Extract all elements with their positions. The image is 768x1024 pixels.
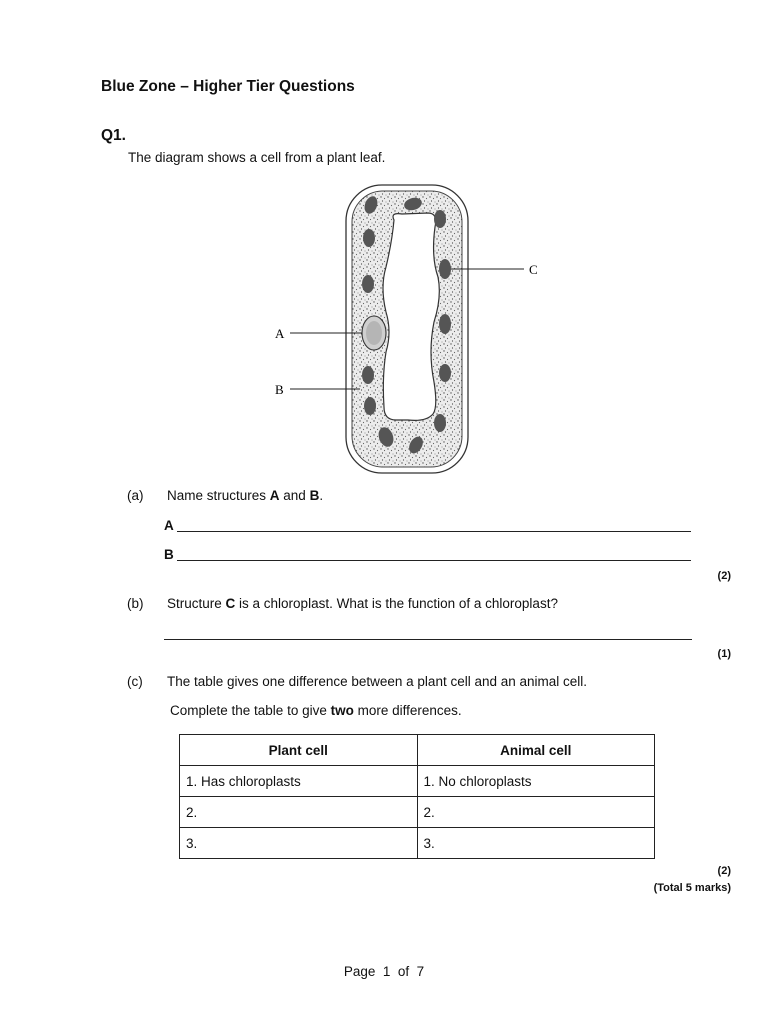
part-a-question: Name structures A and B.	[167, 488, 324, 503]
label-c: C	[529, 262, 538, 277]
table-row	[180, 828, 655, 859]
answer-label-a: A	[164, 518, 174, 533]
table-row	[180, 766, 655, 797]
table-cell[interactable]: 2.	[417, 797, 655, 828]
question-number: Q1.	[101, 127, 126, 144]
part-b-question: Structure C is a chloroplast. What is the function of a chloroplast?	[167, 596, 558, 611]
part-a-letter: (a)	[127, 488, 144, 503]
answer-line-b[interactable]	[177, 560, 691, 561]
table-cell[interactable]: 2.	[180, 797, 418, 828]
table-cell: 1. No chloroplasts	[417, 766, 655, 797]
vacuole	[383, 213, 439, 420]
part-c-marks: (2)	[717, 865, 731, 877]
table-cell[interactable]: 3.	[180, 828, 418, 859]
answer-label-b: B	[164, 547, 174, 562]
label-b: B	[275, 382, 284, 397]
total-marks: (Total 5 marks)	[653, 882, 731, 894]
table-cell: 1. Has chloroplasts	[180, 766, 418, 797]
part-c-question: The table gives one difference between a plant cell and an animal cell.	[167, 674, 588, 689]
part-c-letter: (c)	[127, 674, 143, 689]
label-a: A	[275, 326, 285, 341]
page-title: Blue Zone – Higher Tier Questions	[101, 78, 355, 95]
header-animal-cell: Animal cell	[417, 735, 655, 766]
question-intro: The diagram shows a cell from a plant leaf.	[128, 150, 386, 165]
part-a-marks: (2)	[717, 570, 731, 582]
part-b-letter: (b)	[127, 596, 144, 611]
table-header-row	[180, 735, 655, 766]
page-number: Page 1 of 7	[343, 964, 425, 979]
header-plant-cell: Plant cell	[180, 735, 418, 766]
comparison-table	[179, 734, 655, 859]
answer-line-chloroplast[interactable]	[164, 639, 692, 640]
plant-cell-diagram	[268, 182, 558, 474]
table-cell[interactable]: 3.	[417, 828, 655, 859]
table-row	[180, 797, 655, 828]
part-c-instruction: Complete the table to give two more differences.	[170, 703, 462, 718]
answer-line-a[interactable]	[177, 531, 691, 532]
part-b-marks: (1)	[717, 648, 731, 660]
